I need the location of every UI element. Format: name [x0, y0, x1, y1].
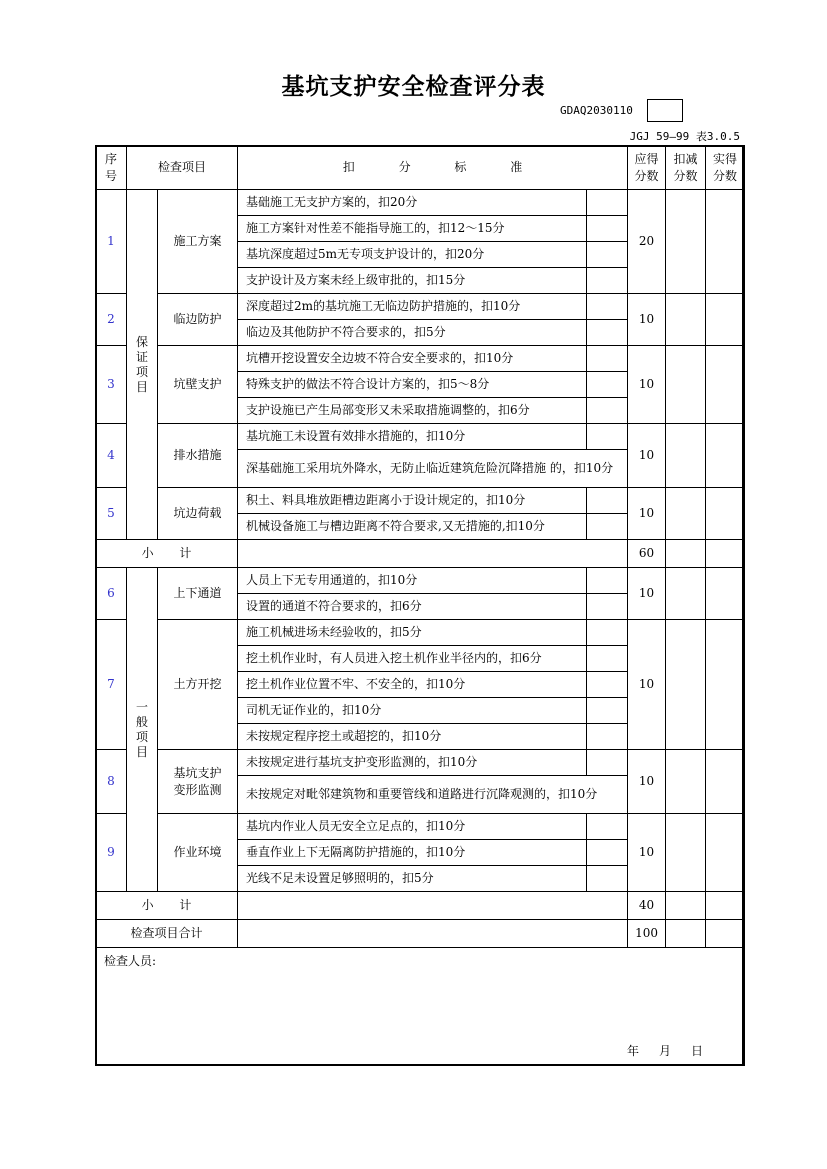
form-code: GDAQ2030110	[560, 104, 633, 117]
criteria-text: 光线不足未设置足够照明的，扣5分	[238, 866, 587, 892]
item-number: 6	[96, 568, 127, 620]
criteria-text: 挖土机作业时，有人员进入挖土机作业半径内的，扣6分	[238, 646, 587, 672]
actual-cell[interactable]	[706, 424, 745, 488]
criteria-text: 支护设施已产生局部变形又未采取措施调整的，扣6分	[238, 398, 587, 424]
header-deduct: 扣减分数	[666, 146, 706, 190]
criteria-mark-cell[interactable]	[587, 320, 628, 346]
item-name: 临边防护	[158, 294, 238, 346]
deduct-cell[interactable]	[666, 568, 706, 620]
item-number: 4	[96, 424, 127, 488]
criteria-text: 施工机械进场未经验收的，扣5分	[238, 620, 587, 646]
criteria-row	[96, 294, 745, 320]
item-score: 10	[628, 814, 666, 892]
item-name: 土方开挖	[158, 620, 238, 750]
subtotal-actual-cell[interactable]	[706, 540, 745, 568]
criteria-text: 积土、料具堆放距槽边距离小于设计规定的，扣10分	[238, 488, 587, 514]
group-label: 保证项目	[127, 190, 158, 540]
criteria-mark-cell[interactable]	[587, 488, 628, 514]
item-number: 3	[96, 346, 127, 424]
item-name: 作业环境	[158, 814, 238, 892]
deduct-cell[interactable]	[666, 488, 706, 540]
subtotal-label: 小 计	[96, 540, 238, 568]
criteria-mark-cell[interactable]	[587, 568, 628, 594]
item-score: 10	[628, 620, 666, 750]
deduct-cell[interactable]	[666, 620, 706, 750]
criteria-text: 未按规定进行基坑支护变形监测的，扣10分	[238, 750, 587, 776]
item-score: 10	[628, 424, 666, 488]
date-year-label: 年	[627, 1044, 640, 1058]
criteria-text: 未按规定程序挖土或超挖的，扣10分	[238, 724, 587, 750]
criteria-text: 支护设计及方案未经上级审批的，扣15分	[238, 268, 587, 294]
actual-cell[interactable]	[706, 568, 745, 620]
criteria-mark-cell[interactable]	[587, 216, 628, 242]
actual-cell[interactable]	[706, 620, 745, 750]
criteria-text: 基坑深度超过5m无专项支护设计的，扣20分	[238, 242, 587, 268]
code-input-box[interactable]	[647, 99, 683, 122]
criteria-text: 基坑内作业人员无安全立足点的，扣10分	[238, 814, 587, 840]
criteria-mark-cell[interactable]	[587, 840, 628, 866]
subtotal-score: 40	[628, 892, 666, 920]
criteria-mark-cell[interactable]	[587, 646, 628, 672]
item-score: 10	[628, 488, 666, 540]
item-name: 施工方案	[158, 190, 238, 294]
item-number: 8	[96, 750, 127, 814]
subtotal-label: 小 计	[96, 892, 238, 920]
actual-cell[interactable]	[706, 294, 745, 346]
total-label: 检查项目合计	[96, 920, 238, 948]
criteria-row	[96, 568, 745, 594]
total-actual-cell[interactable]	[706, 920, 745, 948]
criteria-text: 司机无证作业的，扣10分	[238, 698, 587, 724]
header-seq: 序号	[96, 146, 127, 190]
date-line	[627, 1042, 723, 1059]
total-blank[interactable]	[238, 920, 628, 948]
deduct-cell[interactable]	[666, 294, 706, 346]
criteria-mark-cell[interactable]	[587, 594, 628, 620]
item-name: 上下通道	[158, 568, 238, 620]
criteria-text: 机械设备施工与槽边距离不符合要求,又无措施的,扣10分	[238, 514, 587, 540]
subtotal-blank[interactable]	[238, 892, 628, 920]
header-due: 应得分数	[628, 146, 666, 190]
total-deduct-cell[interactable]	[666, 920, 706, 948]
criteria-text: 设置的通道不符合要求的，扣6分	[238, 594, 587, 620]
criteria-mark-cell[interactable]	[587, 268, 628, 294]
header-actual: 实得分数	[706, 146, 745, 190]
item-number: 9	[96, 814, 127, 892]
criteria-text: 垂直作业上下无隔离防护措施的，扣10分	[238, 840, 587, 866]
criteria-row	[96, 424, 745, 450]
criteria-text: 深度超过2m的基坑施工无临边防护措施的，扣10分	[238, 294, 587, 320]
criteria-mark-cell[interactable]	[587, 294, 628, 320]
criteria-text: 挖土机作业位置不牢、不安全的，扣10分	[238, 672, 587, 698]
group-label: 一般项目	[127, 568, 158, 892]
criteria-mark-cell[interactable]	[587, 190, 628, 216]
subtotal-row-guarantee	[96, 540, 745, 568]
item-number: 1	[96, 190, 127, 294]
criteria-mark-cell[interactable]	[587, 814, 628, 840]
header-standard: 扣 分 标 准	[238, 146, 628, 190]
criteria-text: 临边及其他防护不符合要求的，扣5分	[238, 320, 587, 346]
criteria-mark-cell[interactable]	[587, 346, 628, 372]
deduct-cell[interactable]	[666, 346, 706, 424]
standard-reference: JGJ 59—99 表3.0.5	[629, 130, 740, 143]
criteria-row	[96, 750, 745, 776]
inspector-label: 检查人员:	[104, 954, 157, 968]
criteria-row	[96, 488, 745, 514]
criteria-text: 施工方案针对性差不能指导施工的，扣12～15分	[238, 216, 587, 242]
actual-cell[interactable]	[706, 750, 745, 814]
criteria-mark-cell[interactable]	[587, 698, 628, 724]
subtotal-deduct-cell[interactable]	[666, 540, 706, 568]
item-score: 10	[628, 346, 666, 424]
criteria-mark-cell[interactable]	[587, 514, 628, 540]
subtotal-actual-cell[interactable]	[706, 892, 745, 920]
item-name: 坑边荷载	[158, 488, 238, 540]
item-score: 20	[628, 190, 666, 294]
page-title: 基坑支护安全检查评分表	[281, 74, 546, 100]
criteria-mark-cell[interactable]	[587, 398, 628, 424]
criteria-text: 特殊支护的做法不符合设计方案的，扣5～8分	[238, 372, 587, 398]
item-score: 10	[628, 750, 666, 814]
criteria-mark-cell[interactable]	[587, 750, 628, 776]
deduct-cell[interactable]	[666, 750, 706, 814]
criteria-row	[96, 620, 745, 646]
subtotal-blank[interactable]	[238, 540, 628, 568]
deduct-cell[interactable]	[666, 424, 706, 488]
subtotal-score: 60	[628, 540, 666, 568]
criteria-row	[96, 814, 745, 840]
item-name: 坑壁支护	[158, 346, 238, 424]
actual-cell[interactable]	[706, 488, 745, 540]
criteria-mark-cell[interactable]	[587, 866, 628, 892]
criteria-mark-cell[interactable]	[587, 724, 628, 750]
actual-cell[interactable]	[706, 346, 745, 424]
criteria-text: 基础施工无支护方案的，扣20分	[238, 190, 587, 216]
criteria-row	[96, 190, 745, 216]
deduct-cell[interactable]	[666, 814, 706, 892]
score-table	[95, 145, 745, 1066]
item-number: 5	[96, 488, 127, 540]
actual-cell[interactable]	[706, 190, 745, 294]
criteria-text: 未按规定对毗邻建筑物和重要管线和道路进行沉降观测的，扣10分	[238, 776, 628, 814]
item-number: 2	[96, 294, 127, 346]
actual-cell[interactable]	[706, 814, 745, 892]
subtotal-row-general	[96, 892, 745, 920]
criteria-text: 深基础施工采用坑外降水，无防止临近建筑危险沉降措施 的，扣10分	[238, 450, 628, 488]
header-item: 检查项目	[127, 146, 238, 190]
item-number: 7	[96, 620, 127, 750]
criteria-mark-cell[interactable]	[587, 372, 628, 398]
total-score: 100	[628, 920, 666, 948]
criteria-mark-cell[interactable]	[587, 620, 628, 646]
header-row	[96, 146, 745, 190]
criteria-row	[96, 346, 745, 372]
criteria-text: 人员上下无专用通道的，扣10分	[238, 568, 587, 594]
criteria-text: 坑槽开挖设置安全边坡不符合安全要求的，扣10分	[238, 346, 587, 372]
criteria-mark-cell[interactable]	[587, 424, 628, 450]
criteria-mark-cell[interactable]	[587, 672, 628, 698]
date-day-label: 日	[691, 1044, 704, 1058]
item-name: 基坑支护 变形监测	[158, 750, 238, 814]
item-score: 10	[628, 294, 666, 346]
item-name: 排水措施	[158, 424, 238, 488]
date-month-label: 月	[659, 1044, 672, 1058]
deduct-cell[interactable]	[666, 190, 706, 294]
criteria-text: 基坑施工未设置有效排水措施的，扣10分	[238, 424, 587, 450]
item-score: 10	[628, 568, 666, 620]
subtotal-deduct-cell[interactable]	[666, 892, 706, 920]
total-row	[96, 920, 745, 948]
criteria-mark-cell[interactable]	[587, 242, 628, 268]
